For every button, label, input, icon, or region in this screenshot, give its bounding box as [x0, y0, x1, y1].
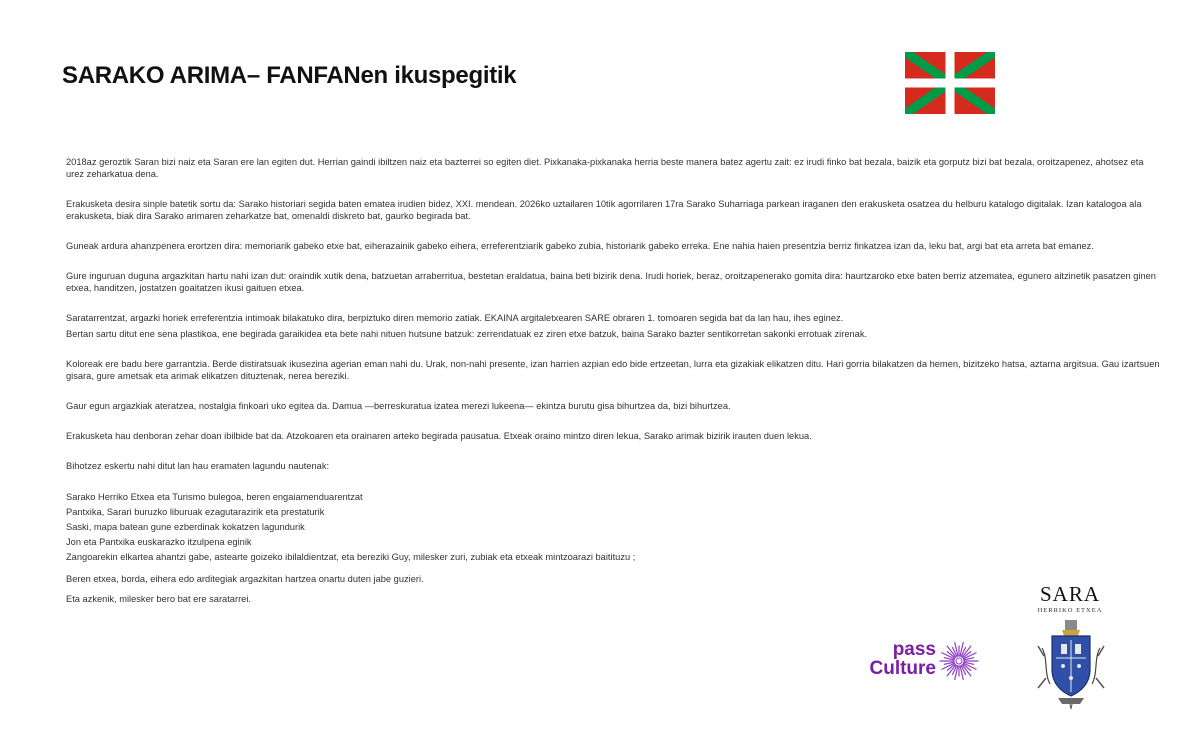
paragraph-places: Guneak ardura ahanzpenera erortzen dira: memoriarik gabeko etxe bat, eiherazainik gabeko eihera, erreferentziarik gabeko zubia, historiarik gabeko erreka. Ene nahia haien presentzia berriz finkatzea izan da, leku bat, argi bat eta arreta bat emanez. — [66, 241, 1094, 251]
paragraph-colors: Koloreak ere badu bere garrantzia. Berde distiratsuak ikusezina agerian eman nahi du. Urak, non-nahi presente, izan harrien azpian edo bide ertzeetan, lurra eta gizakiak elikatzen ditu. Hari gorria bilakatzen da hemen, bizitzeko hatsa, aztarna argitsua. Gau izartsuen gisara, gure ametsak eta arimak elikatzen dituztenak, nerea bereziki. — [66, 359, 1160, 381]
paragraph-exhibition: Erakusketa desira sinple batetik sortu da: Sarako historiari segida baten ematea irudien bidez, XXI. mendean. 2026ko uztailaren 10tik agorrilaren 17ra Sarako Suharriaga parkean iraganen den erakusketa osatzea du helburu katalogo digitalak. Izan katalogoa ala erakusketa, biak dira Sarako arimaren zeharkatze bat, omenaldi diskreto bat, gaurko begirada bat. — [66, 199, 1142, 221]
paragraph-photos: Gure inguruan duguna argazkitan hartu nahi izan dut: oraindik xutik dena, batzuetan arraberritua, bestetan eraldatua, baina beti bizirik dena. Irudi horiek, beraz, oroitzapenerako gomita dira: haurtzaroko etxe baten berriz atzematea, egunero aitzinetik pasatzen ginen etxea, handitzen, jostatzen goaitatzen ikusi gaituen etxea. — [66, 271, 1156, 293]
pass-word: pass — [892, 639, 936, 660]
sara-herriko-etxea-logo — [1030, 582, 1110, 722]
page-title: SARAKO ARIMA– FANFANen ikuspegitik — [62, 62, 517, 89]
pass-culture-wordmark — [860, 640, 936, 678]
paragraph-final-thanks: Eta azkenik, milesker bero bat ere saratarrei. — [66, 594, 251, 604]
sara-subtitle: HERRIKO ETXEA — [1037, 607, 1103, 614]
paragraph-plastic-sense: Bertan sartu ditut ene sena plastikoa, ene begirada garaikidea eta bete nahi nituen hutsune batzuk: zerrendatuak ez ziren etxe batzuk, baina Sarako bazter sentikorretan sakonki errotuak zirenak. — [66, 329, 868, 339]
paragraph-nostalgia: Gaur egun argazkiak ateratzea, nostalgia finkoari uko egitea da. Damua —berreskuratua izatea merezi lukeena— ekintza burutu gisa bihurtzea da, bizi bihurtzea. — [66, 401, 731, 411]
thanks-list — [66, 490, 1161, 565]
pass-culture-sun-icon — [938, 640, 980, 682]
sara-wordmark: SARA — [1039, 582, 1101, 606]
paragraph-thanks-intro: Bihotzez eskertu nahi ditut lan hau eramaten lagundu nautenak: — [66, 461, 330, 471]
paragraph-journey: Erakusketa hau denboran zehar doan ibilbide bat da. Atzokoaren eta orainaren arteko begirada pausatua. Etxeak oraino mintzo diren lekua, Sarako arimak bizirik irauten duen lekua. — [66, 431, 812, 441]
culture-word: Culture — [869, 658, 936, 679]
list-item: Saski, mapa batean gune ezberdinak kokatzen lagundurik — [66, 522, 305, 532]
pass-culture-logo — [860, 640, 980, 686]
sara-coat-of-arms-icon — [1036, 618, 1106, 710]
list-item: Sarako Herriko Etxea eta Turismo bulegoa, beren engaiamenduarentzat — [66, 492, 363, 502]
paragraph-owners: Beren etxea, borda, eihera edo arditegiak argazkitan hartzea onartu duten jabe guzieri. — [66, 574, 424, 584]
list-item: Zangoarekin elkartea ahantzi gabe, astearte goizeko ibilaldientzat, eta bereziki Guy, milesker zuri, zubiak eta etxeak mintzoarazi baitituzu ; — [66, 552, 636, 562]
paragraph-references: Saratarrentzat, argazki horiek erreferentzia intimoak bilakatuko dira, berpiztuko diren memorio zatiak. EKAINA argitaletxearen SARE obraren 1. tomoaren segida bat da lan hau, ihes eginez. — [66, 313, 844, 323]
list-item: Jon eta Pantxika euskarazko itzulpena eginik — [66, 537, 252, 547]
body-text — [66, 156, 1161, 605]
list-item: Pantxika, Sarari buruzko liburuak ezagutarazirik eta prestaturik — [66, 507, 325, 517]
paragraph-intro: 2018az geroztik Saran bizi naiz eta Saran ere lan egiten dut. Herrian gaindi ibiltzen naiz eta bazterrei so egiten diet. Pixkanaka-pixkanaka herria beste manera batez agertu zait: ez irudi finko bat bezala, baizik eta gorputz bizi bat bezala, oroitzapenez, ahotsez eta urez zeharkatua dena. — [66, 157, 1144, 179]
ikurrina-flag-icon — [905, 52, 995, 114]
